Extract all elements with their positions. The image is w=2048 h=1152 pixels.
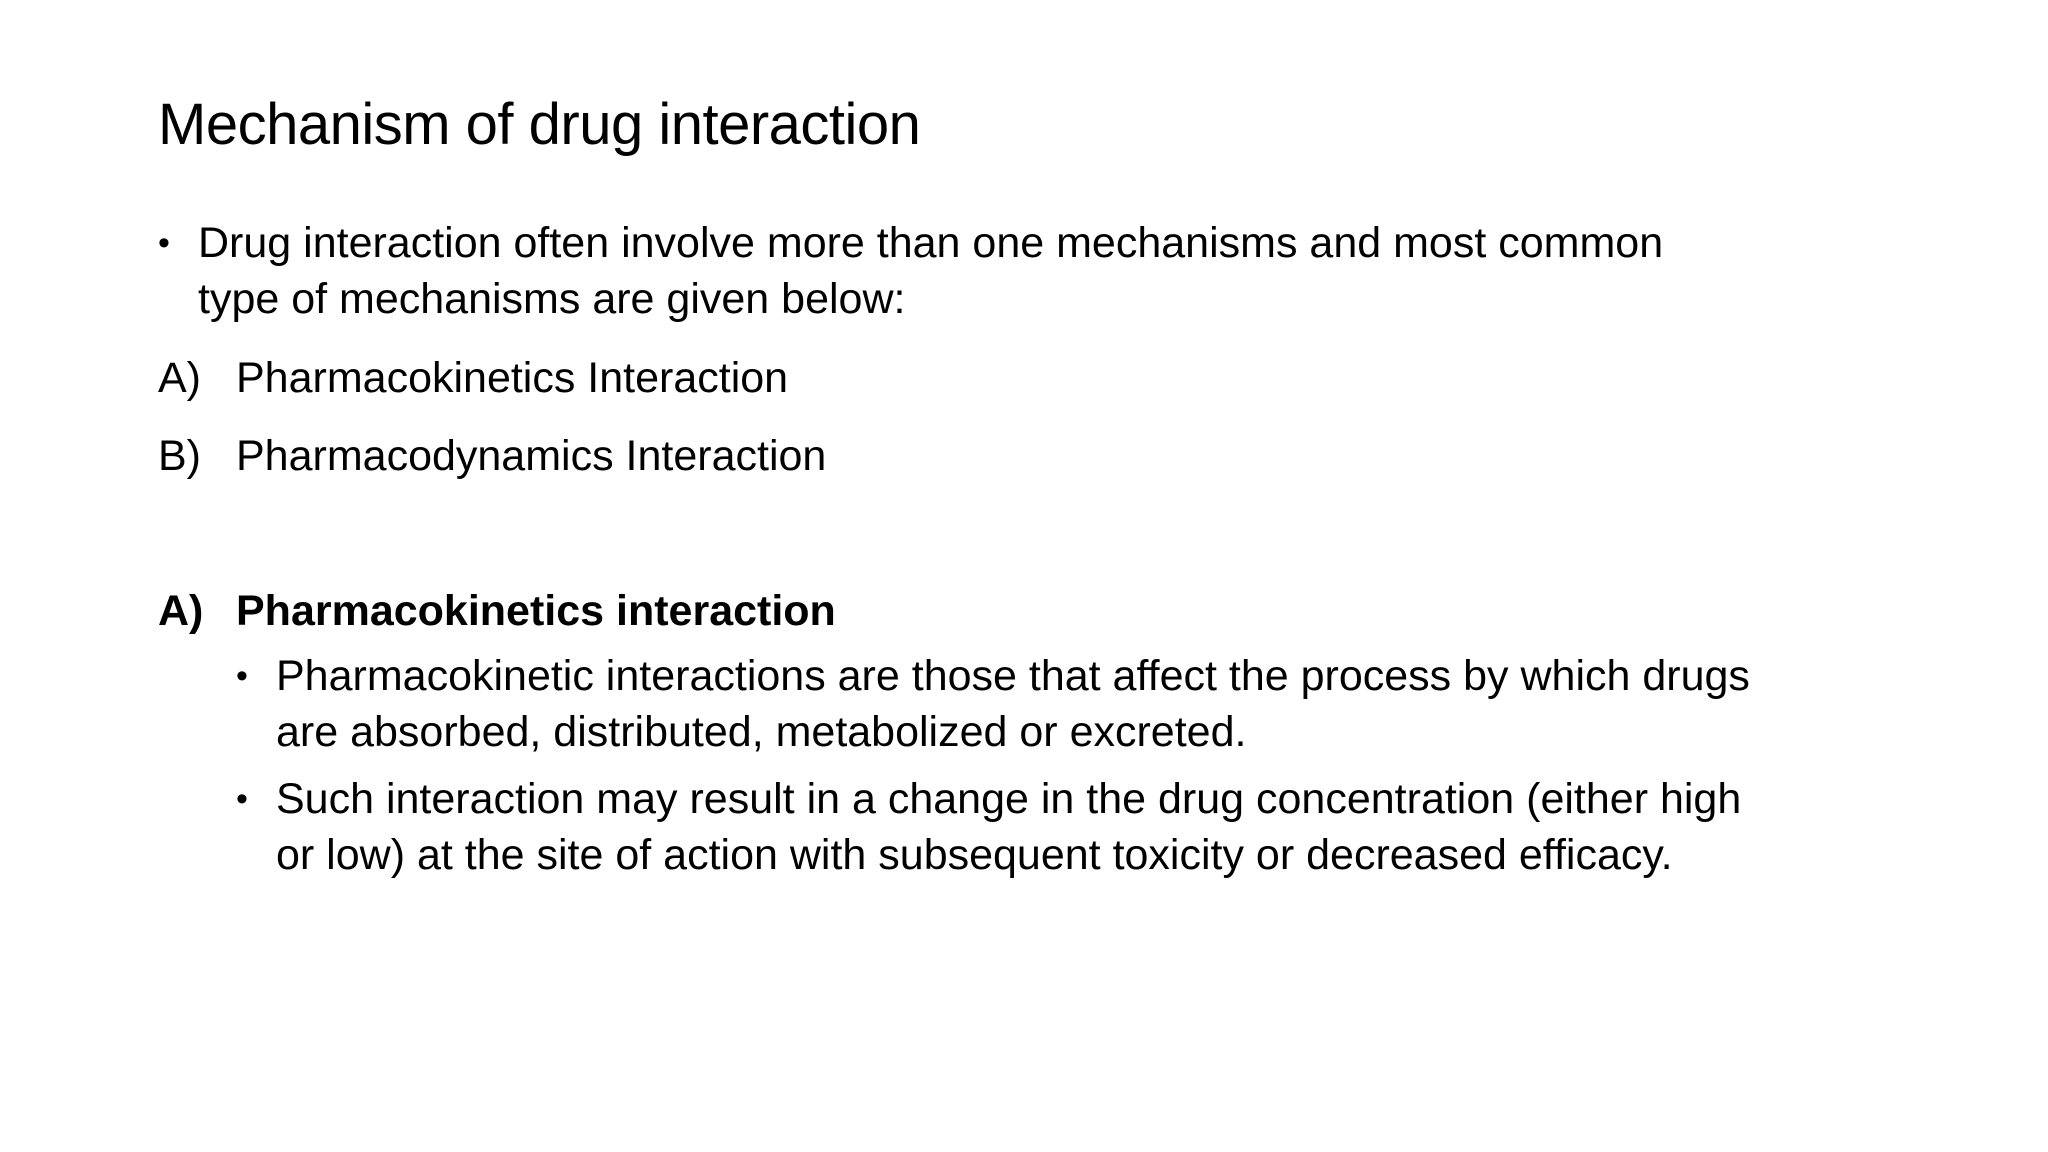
list-item-b (158, 428, 826, 484)
sub-bullet-line-1: Pharmacokinetic interactions are those that affect the process by which drugs (276, 652, 1750, 700)
sub-bullet-text (276, 771, 1741, 883)
intro-bullet-text (198, 215, 1663, 327)
list-item-text: Pharmacokinetics Interaction (236, 354, 789, 402)
intro-bullet-line-2: type of mechanisms are given below: (198, 275, 906, 323)
list-marker: A) (158, 354, 201, 402)
section-heading-text: Pharmacokinetics interaction (236, 587, 836, 635)
sub-bullet-line-2: are absorbed, distributed, metabolized or excreted. (276, 708, 1247, 756)
bullet-icon: • (236, 780, 248, 818)
bullet-icon: • (236, 657, 248, 695)
bullet-icon: • (158, 224, 170, 262)
intro-bullet-line-1: Drug interaction often involve more than one mechanisms and most common (198, 219, 1664, 267)
list-marker: B) (158, 432, 201, 480)
sub-bullet-1 (236, 648, 2016, 760)
list-item-a (158, 350, 788, 406)
section-heading (158, 583, 836, 639)
slide-title: Mechanism of drug interaction (158, 92, 921, 157)
list-item-text: Pharmacodynamics Interaction (236, 432, 827, 480)
section-marker: A) (158, 587, 204, 635)
sub-bullet-line-1: Such interaction may result in a change in the drug concentration (either high (276, 775, 1742, 823)
intro-bullet (158, 215, 1898, 327)
sub-bullet-2 (236, 771, 2016, 883)
sub-bullet-line-2: or low) at the site of action with subsequent toxicity or decreased efficacy. (276, 831, 1673, 879)
sub-bullet-text (276, 648, 1750, 760)
